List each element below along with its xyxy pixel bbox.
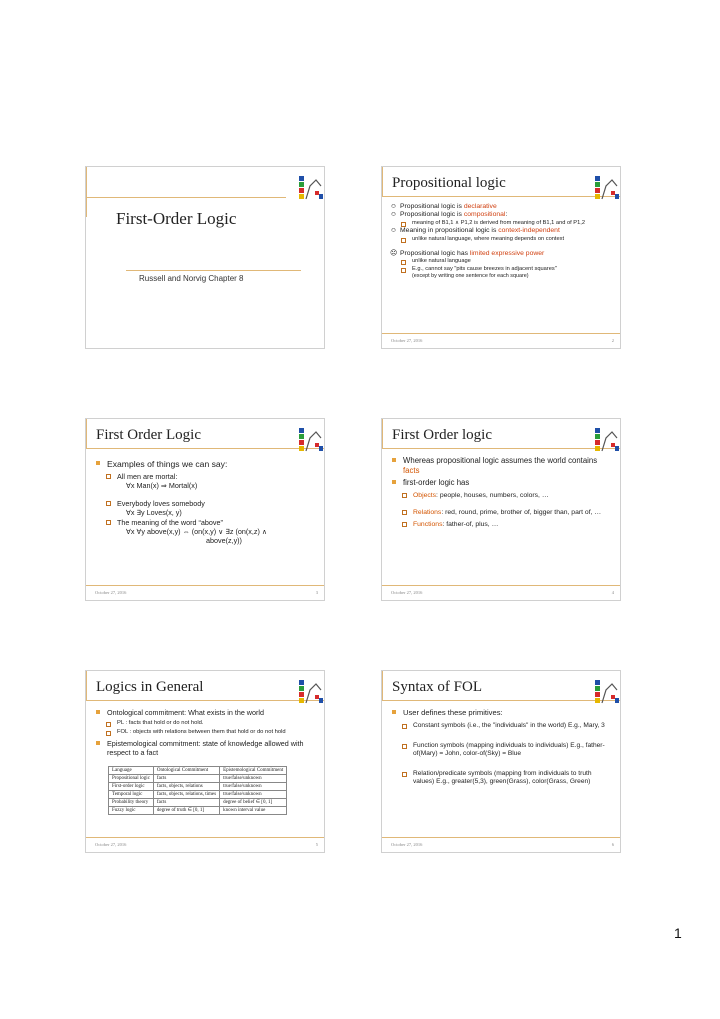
slide-number: 4 — [611, 590, 614, 595]
slide-number: 3 — [315, 590, 318, 595]
smiley-icon: ☺ — [390, 211, 397, 219]
sub-item: Functions: father-of, plus, … — [402, 520, 614, 529]
bullet-item: Ontological commitment: What exists in the world — [96, 708, 318, 717]
table-header-row — [109, 767, 287, 775]
page-title: First-Order Logic — [116, 209, 237, 228]
footer-rule — [86, 585, 325, 586]
sub-item: Everybody loves somebody — [106, 499, 318, 508]
sub-item: Relation/predicate symbols (mapping from individuals to truth values) E.g., greater(5,3), green(Grass), color(Grass, Green) — [402, 770, 614, 787]
title-rule — [382, 196, 621, 197]
slide-2 — [381, 166, 621, 349]
robot-arm-blocks-icon — [298, 174, 324, 200]
bullet-item: Epistemological commitment: state of knowledge allowed with respect to a fact — [96, 739, 318, 757]
table-row: Propositional logic facts true/false/unknown — [109, 775, 287, 783]
robot-arm-blocks-icon — [594, 426, 620, 452]
title-rule — [86, 448, 325, 449]
title-rule — [382, 448, 621, 449]
column-header: Epistemological Commitment — [220, 767, 287, 775]
robot-arm-blocks-icon — [298, 426, 324, 452]
bullet-item: ☺ Meaning in propositional logic is context-independent — [390, 227, 560, 235]
sub-item: All men are mortal: — [106, 472, 318, 481]
title-rule — [382, 700, 621, 701]
page-number: 1 — [674, 925, 682, 941]
sub-item: unlike natural language, where meaning depends on context — [390, 236, 612, 243]
subtitle-rule — [126, 270, 301, 271]
smiley-icon: ☺ — [390, 203, 397, 210]
slide-5 — [85, 670, 325, 853]
slide-number: 5 — [315, 842, 318, 847]
title-vertical-rule — [382, 167, 383, 196]
table-row: First-order logic facts, objects, relations true/false/unknown — [109, 783, 287, 791]
commitment-table — [108, 766, 287, 815]
robot-arm-blocks-icon — [298, 678, 324, 704]
table-row: Probability theory facts degree of belief ∈ [0, 1] — [109, 799, 287, 807]
title-vertical-rule — [86, 671, 87, 700]
sub-item: PL : facts that hold or do not hold. — [106, 720, 318, 728]
slide-body — [392, 456, 614, 532]
sub-item: Objects: people, houses, numbers, colors, … — [402, 491, 614, 500]
slide-4 — [381, 418, 621, 601]
robot-arm-blocks-icon — [594, 678, 620, 704]
formula: above(z,y)) — [206, 535, 242, 545]
title-vertical-rule — [86, 419, 87, 448]
slide-body — [96, 459, 318, 550]
table-row: Temporal logic facts, objects, relations, times true/false/unknown — [109, 791, 287, 799]
bullet-item: ☺ Propositional logic is declarative — [390, 203, 497, 210]
sub-item: FOL : objects with relations between them that hold or do not hold — [106, 729, 318, 737]
column-header: Ontological Commitment — [153, 767, 219, 775]
bullet-item: User defines these primitives: — [392, 708, 614, 717]
footer-date: October 27, 2016 — [391, 842, 423, 847]
slide-body — [96, 708, 318, 760]
slide-body — [392, 708, 614, 790]
footer-rule — [382, 837, 621, 838]
footer-date: October 27, 2016 — [391, 590, 423, 595]
formula: ∀x ∀y above(x,y) ⇔ (on(x,y) ∨ ∃z (on(x,z) ∧ — [126, 527, 268, 536]
bullet-item: Examples of things we can say: — [96, 459, 318, 469]
bullet-item: ☹ Propositional logic has limited expressive power — [390, 250, 545, 258]
footer-rule — [382, 585, 621, 586]
note: (except by writing one sentence for each square) — [412, 273, 529, 280]
bullet-item: ☺ Propositional logic is compositional: — [390, 211, 508, 219]
slide-title: First Order logic — [392, 427, 492, 443]
sub-item: unlike natural language — [390, 258, 612, 265]
sub-item: The meaning of the word “above” — [106, 518, 318, 527]
sub-item: Relations: red, round, prime, brother of, bigger than, part of, … — [402, 508, 614, 517]
slide-1 — [85, 166, 325, 349]
slide-3 — [85, 418, 325, 601]
slide-title: Logics in General — [96, 679, 204, 695]
sub-item: E.g., cannot say "pits cause breezes in adjacent squares" — [390, 266, 612, 273]
slide-number: 2 — [611, 338, 614, 343]
slide-title: Propositional logic — [392, 175, 506, 191]
title-vertical-rule — [382, 419, 383, 448]
table-row: Fuzzy logic degree of truth ∈ [0, 1] known interval value — [109, 807, 287, 815]
slide-title: Syntax of FOL — [392, 679, 482, 695]
title-rule — [86, 197, 286, 198]
footer-rule — [382, 333, 621, 334]
formula: ∀x Man(x) ⇒ Mortal(x) — [126, 481, 198, 490]
smiley-icon: ☺ — [390, 227, 397, 235]
footer-date: October 27, 2016 — [95, 590, 127, 595]
bullet-item: Whereas propositional logic assumes the world contains facts — [392, 456, 614, 475]
footer-date: October 27, 2016 — [95, 842, 127, 847]
title-rule — [86, 700, 325, 701]
formula: ∀x ∃y Loves(x, y) — [126, 507, 182, 517]
slide-body — [390, 203, 612, 280]
footer-rule — [86, 837, 325, 838]
slide-6 — [381, 670, 621, 853]
sub-item: Function symbols (mapping individuals to individuals) E.g., father-of(Mary) = John, color-of(Sky) = Blue — [402, 742, 614, 759]
column-header: Language — [109, 767, 154, 775]
sub-item: Constant symbols (i.e., the "individuals" in the world) E.g., Mary, 3 — [402, 722, 614, 731]
slide-number: 6 — [611, 842, 614, 847]
bullet-item: first-order logic has — [392, 478, 614, 488]
robot-arm-blocks-icon — [594, 174, 620, 200]
frown-icon: ☹ — [390, 250, 398, 258]
footer-date: October 27, 2016 — [391, 338, 423, 343]
title-vertical-rule — [86, 167, 87, 217]
sub-item: meaning of B1,1 ∧ P1,2 is derived from meaning of B1,1 and of P1,2 — [390, 220, 612, 227]
title-vertical-rule — [382, 671, 383, 700]
subtitle: Russell and Norvig Chapter 8 — [139, 274, 244, 283]
slide-title: First Order Logic — [96, 427, 201, 443]
